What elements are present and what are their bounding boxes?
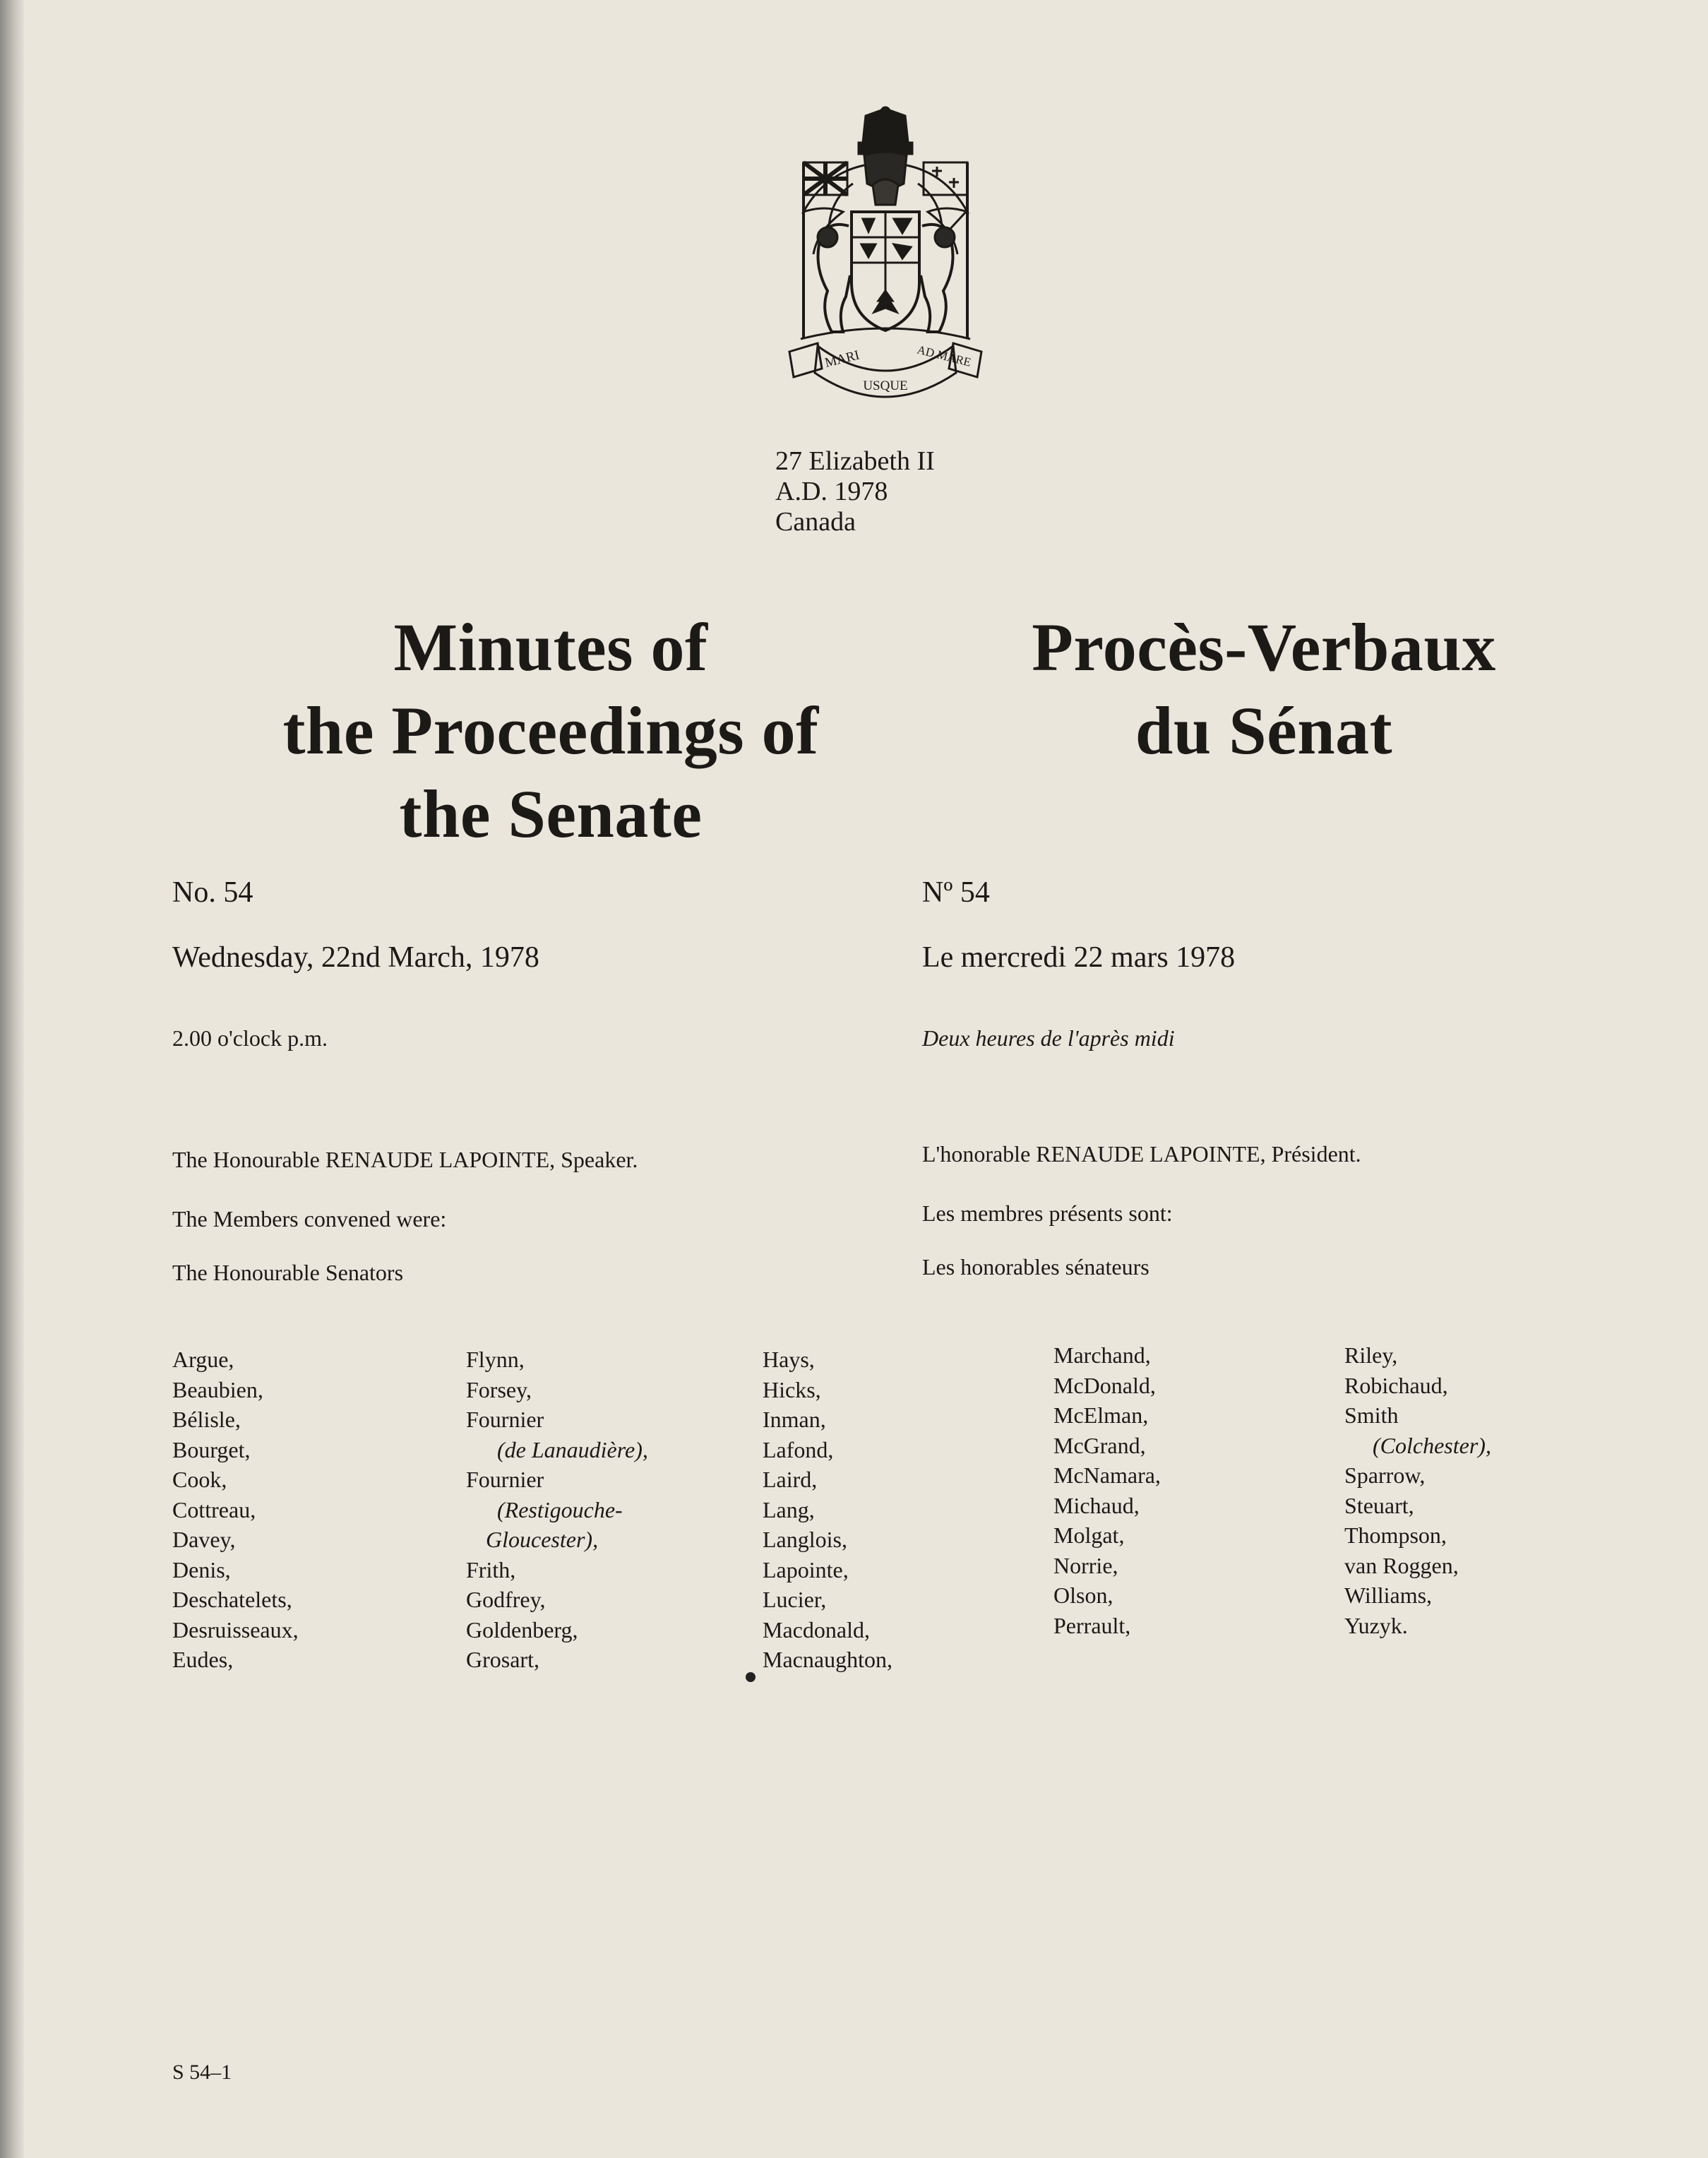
- senator-name: Fournier: [466, 1467, 544, 1492]
- senator-name: Desruisseaux,: [172, 1616, 299, 1643]
- senator-name: McGrand,: [1053, 1432, 1146, 1458]
- senator-name: Grosart,: [466, 1647, 539, 1672]
- senator-division: (de Lanaudière),: [497, 1436, 648, 1462]
- motto-left: MARI: [823, 347, 861, 371]
- english-speaker-line: The Honourable RENAUDE LAPOINTE, Speaker.: [172, 1147, 638, 1172]
- senator-name: Macnaughton,: [763, 1647, 892, 1672]
- senator-name: Lapointe,: [763, 1556, 849, 1582]
- senator-name: McElman,: [1053, 1402, 1149, 1428]
- senator-name: McNamara,: [1053, 1462, 1161, 1488]
- senator-name: Riley,: [1344, 1342, 1398, 1368]
- english-title-line-3: the Senate: [399, 776, 703, 852]
- senator-name: Deschatelets,: [172, 1587, 292, 1612]
- senator-name: Sparrow,: [1344, 1462, 1426, 1488]
- french-members-present: Les membres présents sont:: [922, 1200, 1173, 1226]
- senator-name: Beaubien,: [172, 1376, 263, 1402]
- senator-name: Forsey,: [466, 1376, 532, 1402]
- english-title-line-1: Minutes of: [393, 609, 708, 685]
- senators-column-3: [763, 1345, 892, 1675]
- senator-name: Denis,: [172, 1556, 231, 1582]
- senator-division: (Colchester),: [1373, 1432, 1491, 1458]
- senator-name: Davey,: [172, 1527, 236, 1552]
- senator-name: Marchand,: [1053, 1342, 1151, 1368]
- motto-center: USQUE: [863, 378, 908, 393]
- french-title: [939, 606, 1589, 773]
- senator-name: Michaud,: [1053, 1492, 1140, 1518]
- senators-column-2: [466, 1345, 648, 1675]
- senator-name: Eudes,: [172, 1647, 234, 1672]
- senator-division: Gloucester),: [486, 1527, 599, 1552]
- senators-column-1: [172, 1345, 299, 1675]
- senators-column-4: [1053, 1340, 1161, 1640]
- senator-name: Norrie,: [1053, 1552, 1118, 1578]
- senator-name: Molgat,: [1053, 1522, 1125, 1548]
- senator-name: Perrault,: [1053, 1612, 1131, 1638]
- french-senators-heading: Les honorables sénateurs: [922, 1254, 1149, 1280]
- motto-right: AD MARE: [916, 342, 973, 369]
- english-title-line-2: the Proceedings of: [282, 693, 819, 768]
- senators-column-5: [1344, 1340, 1491, 1640]
- senator-name: Argue,: [172, 1347, 234, 1372]
- senator-division: (Restigouche-: [497, 1496, 623, 1522]
- senator-name: Cook,: [172, 1467, 227, 1492]
- senator-name: Lafond,: [763, 1436, 834, 1462]
- english-time: 2.00 o'clock p.m.: [172, 1025, 328, 1051]
- page-folio: S 54–1: [172, 2061, 232, 2084]
- french-title-line-1: Procès-Verbaux: [1032, 609, 1496, 685]
- country: Canada: [775, 507, 856, 537]
- senator-name: Goldenberg,: [466, 1616, 578, 1643]
- senator-name: van Roggen,: [1344, 1552, 1459, 1578]
- senator-name: Langlois,: [763, 1527, 847, 1552]
- senator-name: Fournier: [466, 1407, 544, 1432]
- english-title: [226, 606, 876, 856]
- senator-name: Inman,: [763, 1407, 826, 1432]
- senator-name: Lang,: [763, 1496, 815, 1522]
- french-speaker-line: L'honorable RENAUDE LAPOINTE, Président.: [922, 1141, 1361, 1167]
- french-date: Le mercredi 22 mars 1978: [922, 941, 1236, 974]
- senator-name: Bélisle,: [172, 1407, 241, 1432]
- english-issue-number: No. 54: [172, 876, 253, 909]
- senator-name: Flynn,: [466, 1347, 525, 1372]
- senator-name: Hicks,: [763, 1376, 821, 1402]
- french-time: Deux heures de l'après midi: [922, 1025, 1175, 1051]
- senator-name: Godfrey,: [466, 1587, 546, 1612]
- english-senators-heading: The Honourable Senators: [172, 1260, 404, 1285]
- senator-name: Lucier,: [763, 1587, 827, 1612]
- senator-name: Olson,: [1053, 1582, 1113, 1608]
- bullet-mark: [743, 1670, 758, 1684]
- regnal-year: 27 Elizabeth II: [775, 446, 935, 476]
- senator-name: McDonald,: [1053, 1372, 1156, 1398]
- senator-name: Cottreau,: [172, 1496, 256, 1522]
- senator-name: Steuart,: [1344, 1492, 1414, 1518]
- senator-name: Robichaud,: [1344, 1372, 1448, 1398]
- anno-domini: A.D. 1978: [775, 477, 888, 506]
- senator-name: Yuzyk.: [1344, 1612, 1408, 1638]
- senator-name: Hays,: [763, 1347, 815, 1372]
- senator-name: Smith: [1344, 1402, 1399, 1428]
- french-title-line-2: du Sénat: [1135, 693, 1393, 768]
- regnal-year-block: [775, 446, 935, 537]
- english-members-convened: The Members convened were:: [172, 1206, 447, 1232]
- senator-name: Macdonald,: [763, 1616, 870, 1643]
- page-binding-edge: [0, 0, 24, 2158]
- senator-name: Bourget,: [172, 1436, 251, 1462]
- senator-name: Williams,: [1344, 1582, 1433, 1608]
- senator-name: Thompson,: [1344, 1522, 1447, 1548]
- english-date: Wednesday, 22nd March, 1978: [172, 941, 539, 974]
- senator-name: Laird,: [763, 1467, 818, 1492]
- coat-of-arms-icon: [775, 106, 996, 421]
- french-issue-number: Nº 54: [922, 876, 990, 909]
- senator-name: Frith,: [466, 1556, 516, 1582]
